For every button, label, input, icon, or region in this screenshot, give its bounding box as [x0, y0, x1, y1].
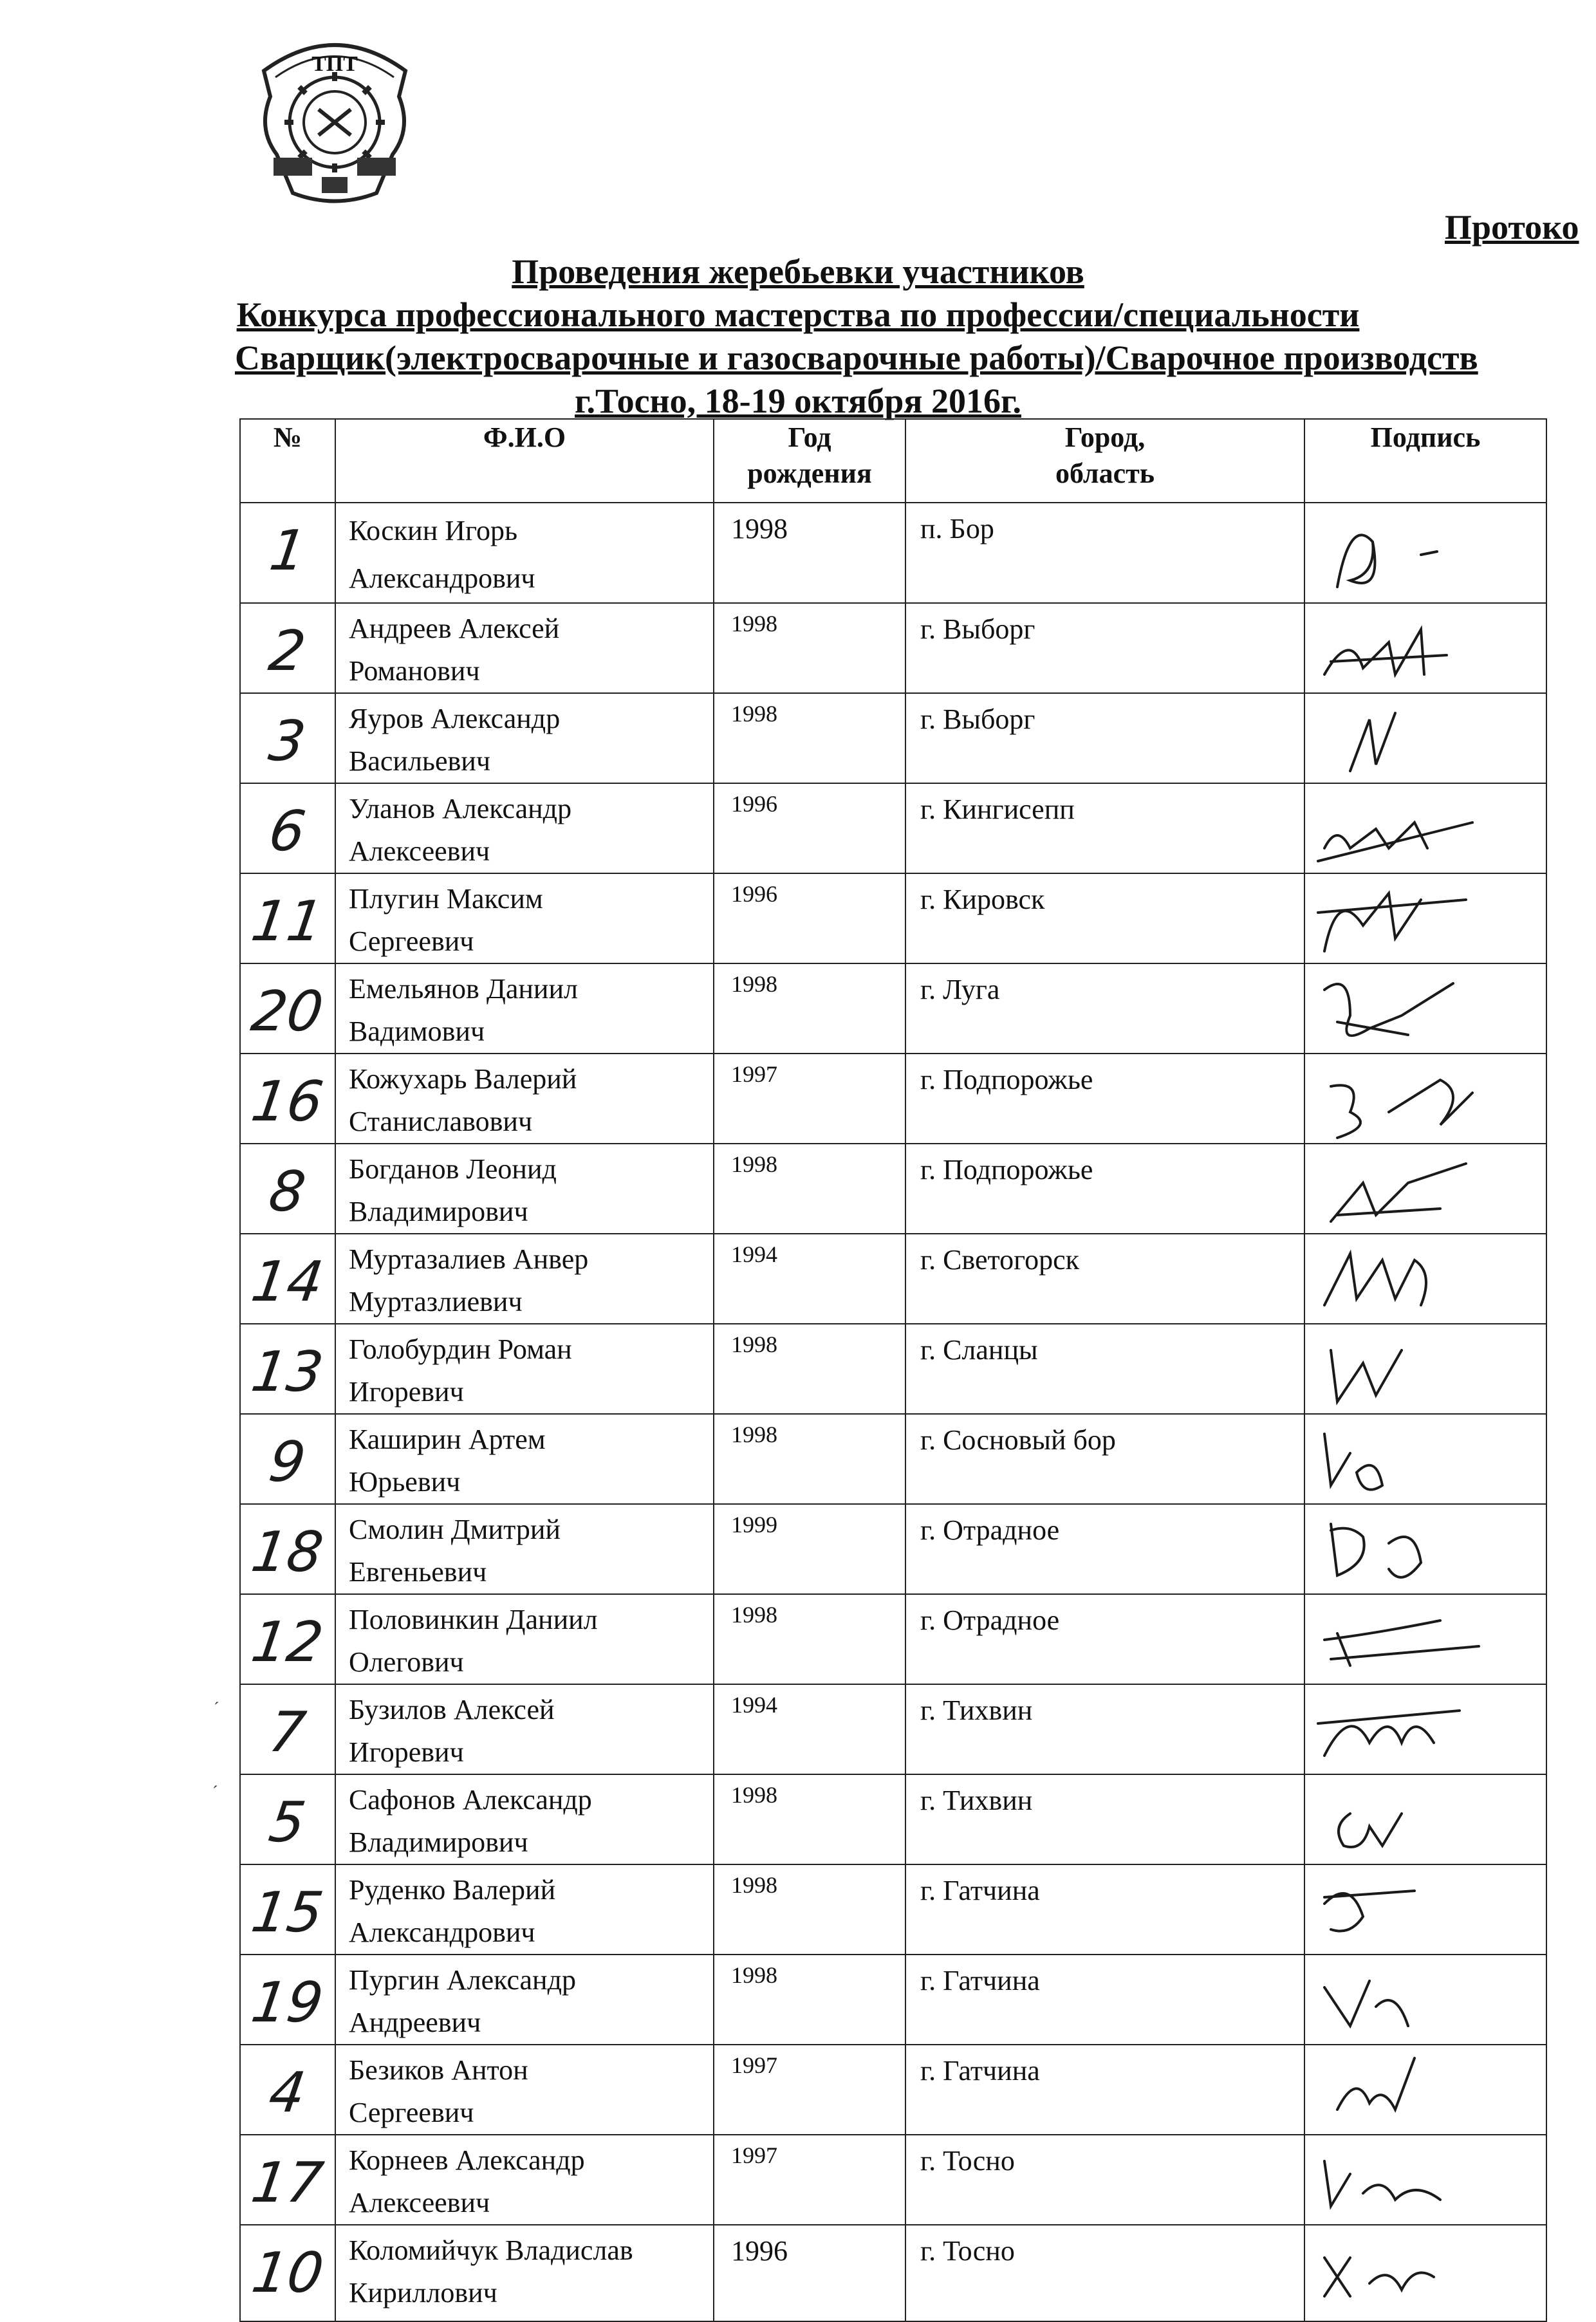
participant-surname-name: Плугин Максим	[349, 883, 543, 915]
participant-patronymic: Олегович	[349, 1646, 464, 1678]
signature-stroke	[1324, 629, 1447, 674]
col-num-header: №	[240, 419, 335, 503]
handwritten-signature	[1312, 874, 1517, 971]
participant-surname-name: Сафонов Александр	[349, 1784, 592, 1816]
participant-surname-name: Безиков Антон	[349, 2054, 528, 2086]
draw-number-handwritten: 2	[234, 603, 342, 693]
table-row	[240, 1955, 1546, 2045]
city-region: г. Тосно	[905, 2135, 1304, 2225]
city-region: г. Кировск	[905, 873, 1304, 963]
handwritten-signature	[1312, 1865, 1517, 1962]
signature-cell	[1304, 503, 1546, 603]
participant-surname-name: Корнеев Александр	[349, 2144, 585, 2176]
col-year-header: Год рождения	[714, 419, 905, 503]
table-row	[240, 1864, 1546, 1955]
participant-surname-name: Пургин Александр	[349, 1964, 576, 1996]
signature-cell	[1304, 2045, 1546, 2135]
table-row	[240, 873, 1546, 963]
signature-stroke	[1324, 1981, 1408, 2026]
draw-number-handwritten: 16	[234, 1054, 342, 1144]
city-region: г. Тосно	[905, 2225, 1304, 2321]
draw-number-handwritten: 18	[234, 1504, 342, 1594]
participant-patronymic: Васильевич	[349, 745, 490, 777]
city-region: г. Подпорожье	[905, 1144, 1304, 1234]
draw-number-handwritten: 7	[234, 1684, 342, 1774]
table-row	[240, 1234, 1546, 1324]
signature-stroke	[1339, 1814, 1402, 1847]
participant-name	[335, 1955, 714, 2045]
signature-stroke	[1337, 535, 1437, 587]
col-fio-header: Ф.И.О	[335, 419, 714, 503]
handwritten-signature	[1312, 1685, 1517, 1781]
handwritten-signature	[1312, 1775, 1517, 1872]
draw-number-handwritten: 15	[234, 1864, 342, 1955]
handwritten-signature	[1312, 503, 1517, 600]
title-line-4: г.Тосно, 18-19 октября 2016г.	[575, 382, 1021, 420]
handwritten-signature	[1312, 964, 1517, 1061]
table-row	[240, 1054, 1546, 1144]
participant-name	[335, 963, 714, 1054]
participant-name	[335, 873, 714, 963]
signature-cell	[1304, 963, 1546, 1054]
participant-name	[335, 1864, 714, 1955]
signature-cell	[1304, 2225, 1546, 2321]
birth-year: 1998	[714, 1414, 905, 1504]
birth-year: 1994	[714, 1684, 905, 1774]
birth-year: 1998	[714, 1955, 905, 2045]
participant-patronymic: Евгеньевич	[349, 1556, 487, 1588]
signature-stroke	[1324, 1891, 1415, 1931]
table-row	[240, 783, 1546, 873]
participant-surname-name: Голобурдин Роман	[349, 1333, 572, 1365]
participant-patronymic: Игоревич	[349, 1736, 464, 1768]
participant-name	[335, 1594, 714, 1684]
table-row	[240, 1774, 1546, 1864]
birth-year: 1999	[714, 1504, 905, 1594]
participant-surname-name: Каширин Артем	[349, 1424, 546, 1455]
participant-name	[335, 2045, 714, 2135]
signature-cell	[1304, 693, 1546, 783]
participant-patronymic: Муртазлиевич	[349, 1286, 523, 1317]
signature-cell	[1304, 2135, 1546, 2225]
city-region: г. Луга	[905, 963, 1304, 1054]
draw-number-handwritten: 10	[233, 2225, 342, 2321]
city-region: г. Отрадное	[905, 1594, 1304, 1684]
birth-year: 1998	[714, 693, 905, 783]
participant-name	[335, 2135, 714, 2225]
participant-surname-name: Коломийчук Владислав	[349, 2234, 633, 2266]
participant-name	[335, 1144, 714, 1234]
draw-number-handwritten: 1	[233, 503, 342, 603]
draw-number-handwritten: 8	[234, 1144, 342, 1234]
participant-surname-name: Емельянов Даниил	[349, 973, 578, 1005]
participant-patronymic: Владимирович	[349, 1826, 528, 1858]
participant-name	[335, 1504, 714, 1594]
handwritten-signature	[1312, 1054, 1517, 1151]
title-line-1: Проведения жеребьевки участников	[512, 252, 1084, 291]
col-city-header: Город, область	[905, 419, 1304, 503]
table-row	[240, 2225, 1546, 2321]
participant-patronymic: Игоревич	[349, 1376, 464, 1407]
participant-name	[335, 1774, 714, 1864]
signature-stroke	[1324, 1254, 1426, 1305]
table-header-row	[240, 419, 1546, 503]
participant-patronymic: Юрьевич	[349, 1466, 461, 1498]
birth-year: 1998	[714, 963, 905, 1054]
signature-cell	[1304, 1864, 1546, 1955]
city-region: г. Тихвин	[905, 1774, 1304, 1864]
signature-stroke	[1318, 893, 1466, 951]
birth-year: 1998	[714, 1324, 905, 1414]
handwritten-signature	[1312, 1505, 1517, 1601]
signature-stroke	[1324, 2258, 1434, 2296]
signature-cell	[1304, 1504, 1546, 1594]
logo-text: ТПТ	[311, 52, 358, 76]
birth-year: 1998	[714, 603, 905, 693]
handwritten-signature	[1312, 1415, 1517, 1511]
table-row	[240, 503, 1546, 603]
draw-number-handwritten: 14	[234, 1234, 342, 1324]
handwritten-signature	[1312, 694, 1517, 790]
signature-stroke	[1318, 822, 1472, 861]
table-row	[240, 1144, 1546, 1234]
participant-name	[335, 1414, 714, 1504]
birth-year: 1998	[714, 1774, 905, 1864]
participant-patronymic: Александрович	[349, 562, 535, 594]
col-signature-header: Подпись	[1304, 419, 1546, 503]
signature-stroke	[1331, 1524, 1421, 1577]
participant-surname-name: Богданов Леонид	[349, 1153, 557, 1185]
draw-number-handwritten: 4	[234, 2045, 342, 2135]
table-row	[240, 1414, 1546, 1504]
table-row	[240, 2135, 1546, 2225]
title-line-3: Сварщик(электросварочные и газосварочные работы)/Сварочное производств	[235, 339, 1478, 377]
participant-patronymic: Алексеевич	[349, 835, 490, 867]
participant-patronymic: Вадимович	[349, 1016, 485, 1047]
handwritten-signature	[1312, 2135, 1517, 2232]
participant-name	[335, 603, 714, 693]
draw-number-handwritten: 9	[234, 1414, 342, 1504]
birth-year: 1998	[714, 1864, 905, 1955]
city-region: г. Сланцы	[905, 1324, 1304, 1414]
signature-stroke	[1331, 1350, 1402, 1402]
draw-number-handwritten: 11	[234, 873, 342, 963]
signature-stroke	[1331, 1164, 1466, 1221]
draw-number-handwritten: 17	[234, 2135, 342, 2225]
city-region: г. Выборг	[905, 693, 1304, 783]
participant-surname-name: Бузилов Алексей	[349, 1694, 555, 1725]
birth-year: 1996	[714, 2225, 905, 2321]
participant-surname-name: Коскин Игорь	[349, 515, 518, 546]
participant-name	[335, 2225, 714, 2321]
draw-number-handwritten: 3	[234, 693, 342, 783]
participant-patronymic: Андреевич	[349, 2007, 481, 2038]
participant-patronymic: Кириллович	[349, 2277, 497, 2308]
margin-dot: ˊ	[214, 1699, 219, 1718]
draw-number-handwritten: 13	[234, 1324, 342, 1414]
draw-number-handwritten: 19	[234, 1955, 342, 2045]
signature-stroke	[1350, 713, 1395, 771]
participant-surname-name: Яуров Александр	[349, 703, 561, 734]
participant-name	[335, 783, 714, 873]
birth-year: 1996	[714, 873, 905, 963]
signature-cell	[1304, 603, 1546, 693]
city-region: г. Кингисепп	[905, 783, 1304, 873]
participant-surname-name: Половинкин Даниил	[349, 1604, 598, 1635]
signature-cell	[1304, 1054, 1546, 1144]
signature-cell	[1304, 783, 1546, 873]
city-region: г. Гатчина	[905, 1864, 1304, 1955]
city-region: г. Светогорск	[905, 1234, 1304, 1324]
handwritten-signature	[1312, 1144, 1517, 1241]
handwritten-signature	[1312, 1234, 1517, 1331]
birth-year: 1998	[714, 1594, 905, 1684]
handwritten-signature	[1312, 604, 1517, 700]
participant-surname-name: Андреев Алексей	[349, 613, 560, 644]
participant-name	[335, 1054, 714, 1144]
birth-year: 1998	[714, 1144, 905, 1234]
city-region: г. Гатчина	[905, 1955, 1304, 2045]
margin-dot: ˊ	[212, 1783, 218, 1801]
participant-patronymic: Романович	[349, 655, 480, 687]
signature-stroke	[1331, 1080, 1472, 1138]
participant-surname-name: Муртазалиев Анвер	[349, 1243, 589, 1275]
signature-cell	[1304, 1594, 1546, 1684]
signature-cell	[1304, 1684, 1546, 1774]
participant-patronymic: Сергеевич	[349, 925, 474, 957]
table-row	[240, 693, 1546, 783]
draw-number-handwritten: 6	[234, 783, 342, 873]
participant-name	[335, 503, 714, 603]
draw-number-handwritten: 12	[234, 1594, 342, 1684]
table-row	[240, 1594, 1546, 1684]
participant-name	[335, 1234, 714, 1324]
participant-patronymic: Станиславович	[349, 1106, 533, 1137]
table-row	[240, 1504, 1546, 1594]
participant-surname-name: Руденко Валерий	[349, 1874, 556, 1906]
birth-year: 1994	[714, 1234, 905, 1324]
city-region: г. Сосновый бор	[905, 1414, 1304, 1504]
city-region: г. Подпорожье	[905, 1054, 1304, 1144]
birth-year: 1997	[714, 2135, 905, 2225]
city-region: п. Бор	[905, 503, 1304, 603]
birth-year: 1997	[714, 2045, 905, 2135]
signature-cell	[1304, 873, 1546, 963]
participant-patronymic: Александрович	[349, 1917, 535, 1948]
handwritten-signature	[1312, 1955, 1517, 2052]
participant-patronymic: Владимирович	[349, 1196, 528, 1227]
protocol-label: Протоко	[1445, 208, 1579, 246]
signature-cell	[1304, 1144, 1546, 1234]
signature-cell	[1304, 1414, 1546, 1504]
signature-stroke	[1324, 1621, 1479, 1666]
city-region: г. Отрадное	[905, 1504, 1304, 1594]
handwritten-signature	[1312, 1324, 1517, 1421]
signature-cell	[1304, 1324, 1546, 1414]
draw-number-handwritten: 20	[234, 963, 342, 1054]
signature-cell	[1304, 1774, 1546, 1864]
participant-patronymic: Алексеевич	[349, 2187, 490, 2218]
signature-cell	[1304, 1234, 1546, 1324]
participant-surname-name: Смолин Дмитрий	[349, 1514, 561, 1545]
handwritten-signature	[1312, 784, 1517, 880]
table-row	[240, 1684, 1546, 1774]
birth-year: 1998	[714, 503, 905, 603]
participant-name	[335, 1684, 714, 1774]
city-region: г. Выборг	[905, 603, 1304, 693]
participant-patronymic: Сергеевич	[349, 2097, 474, 2128]
participant-surname-name: Уланов Александр	[349, 793, 572, 824]
table-row	[240, 963, 1546, 1054]
signature-stroke	[1337, 2058, 1415, 2110]
signature-stroke	[1324, 1434, 1382, 1490]
signature-stroke	[1324, 983, 1453, 1036]
participants-table	[239, 418, 1547, 2322]
city-region: г. Тихвин	[905, 1684, 1304, 1774]
signature-stroke	[1324, 2161, 1440, 2206]
participant-name	[335, 693, 714, 783]
title-line-2: Конкурса профессионального мастерства по профессии/специальности	[236, 295, 1360, 334]
table-row	[240, 1324, 1546, 1414]
table-row	[240, 2045, 1546, 2135]
handwritten-signature	[1312, 2225, 1517, 2322]
birth-year: 1997	[714, 1054, 905, 1144]
signature-cell	[1304, 1955, 1546, 2045]
signature-stroke	[1318, 1711, 1460, 1756]
draw-number-handwritten: 5	[234, 1774, 342, 1864]
handwritten-signature	[1312, 2045, 1517, 2142]
college-emblem-logo	[238, 26, 431, 212]
handwritten-signature	[1312, 1595, 1517, 1691]
participant-name	[335, 1324, 714, 1414]
participant-surname-name: Кожухарь Валерий	[349, 1063, 577, 1095]
table-row	[240, 603, 1546, 693]
birth-year: 1996	[714, 783, 905, 873]
city-region: г. Гатчина	[905, 2045, 1304, 2135]
